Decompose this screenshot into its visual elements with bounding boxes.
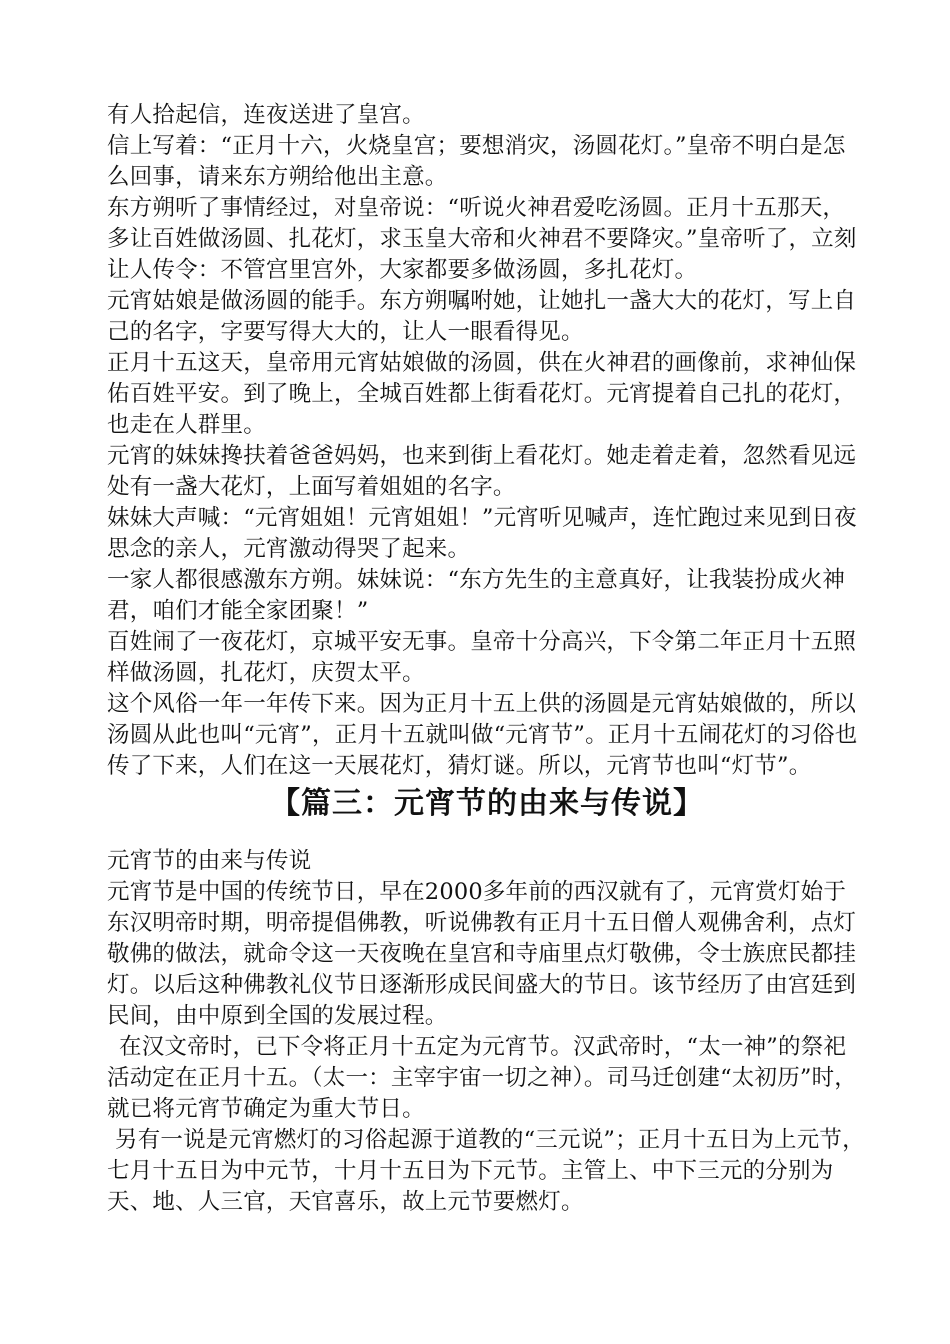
document-page [107,100,867,1218]
paragraph: 元宵节是中国的传统节日，早在2000多年前的西汉就有了，元宵赏灯始于东汉明帝时期，明帝提倡佛教，听说佛教有正月十五日僧人观佛舍利，点灯敬佛的做法，就命令这一天夜晚在皇宫和寺庙里点灯敬佛，令士族庶民都挂灯。以后这种佛教礼仪节日逐渐形成民间盛大的节日。该节经历了由宫廷到民间，由中原到全国的发展过程。 [107,879,857,1029]
paragraph: 有人拾起信，连夜送进了皇宫。 [107,102,425,128]
paragraph: 在汉文帝时，已下令将正月十五定为元宵节。汉武帝时，“太一神”的祭祀活动定在正月十五。（太一：主宰宇宙一切之神）。司马迁创建“太初历”时，就已将元宵节确定为重大节日。 [107,1034,858,1122]
paragraph: 元宵的妹妹搀扶着爸爸妈妈，也来到街上看花灯。她走着走着，忽然看见远处有一盏大花灯，上面写着姐姐的名字。 [107,443,857,500]
paragraph: 百姓闹了一夜花灯，京城平安无事。皇帝十分高兴，下令第二年正月十五照样做汤圆，扎花灯，庆贺太平。 [107,629,857,686]
paragraph: 东方朔听了事情经过，对皇帝说：“听说火神君爱吃汤圆。正月十五那天，多让百姓做汤圆、扎花灯，求玉皇大帝和火神君不要降灾。”皇帝听了，立刻让人传令：不管宫里宫外，大家都要多做汤圆，多扎花灯。 [107,195,857,283]
paragraph: 元宵姑娘是做汤圆的能手。东方朔嘱咐她，让她扎一盏大大的花灯，写上自己的名字，字要写得大大的，让人一眼看得见。 [107,288,857,345]
section-heading: 【篇三：元宵节的由来与传说】 [270,786,704,821]
paragraph: 正月十五这天，皇帝用元宵姑娘做的汤圆，供在火神君的画像前，求神仙保佑百姓平安。到了晚上，全城百姓都上街看花灯。元宵提着自己扎的花灯，也走在人群里。 [107,350,857,438]
paragraph: 一家人都很感激东方朔。妹妹说：“东方先生的主意真好，让我装扮成火神君，咱们才能全家团聚！” [107,567,846,624]
section-subtitle: 元宵节的由来与传说 [107,848,312,874]
paragraph: 另有一说是元宵燃灯的习俗起源于道教的“三元说”；正月十五日为上元节，七月十五日为中元节，十月十五日为下元节。主管上、中下三元的分别为天、地、人三官，天官喜乐，故上元节要燃灯。 [107,1127,865,1215]
paragraph: 信上写着：“正月十六，火烧皇宫；要想消灾，汤圆花灯。”皇帝不明白是怎么回事，请来东方朔给他出主意。 [107,133,846,190]
paragraph: 妹妹大声喊：“元宵姐姐！元宵姐姐！”元宵听见喊声，连忙跑过来见到日夜思念的亲人，元宵激动得哭了起来。 [107,505,857,562]
paragraph: 这个风俗一年一年传下来。因为正月十五上供的汤圆是元宵姑娘做的，所以汤圆从此也叫“元宵”，正月十五就叫做“元宵节”。正月十五闹花灯的习俗也传了下来，人们在这一天展花灯，猜灯谜。所以，元宵节也叫“灯节”。 [107,691,858,779]
